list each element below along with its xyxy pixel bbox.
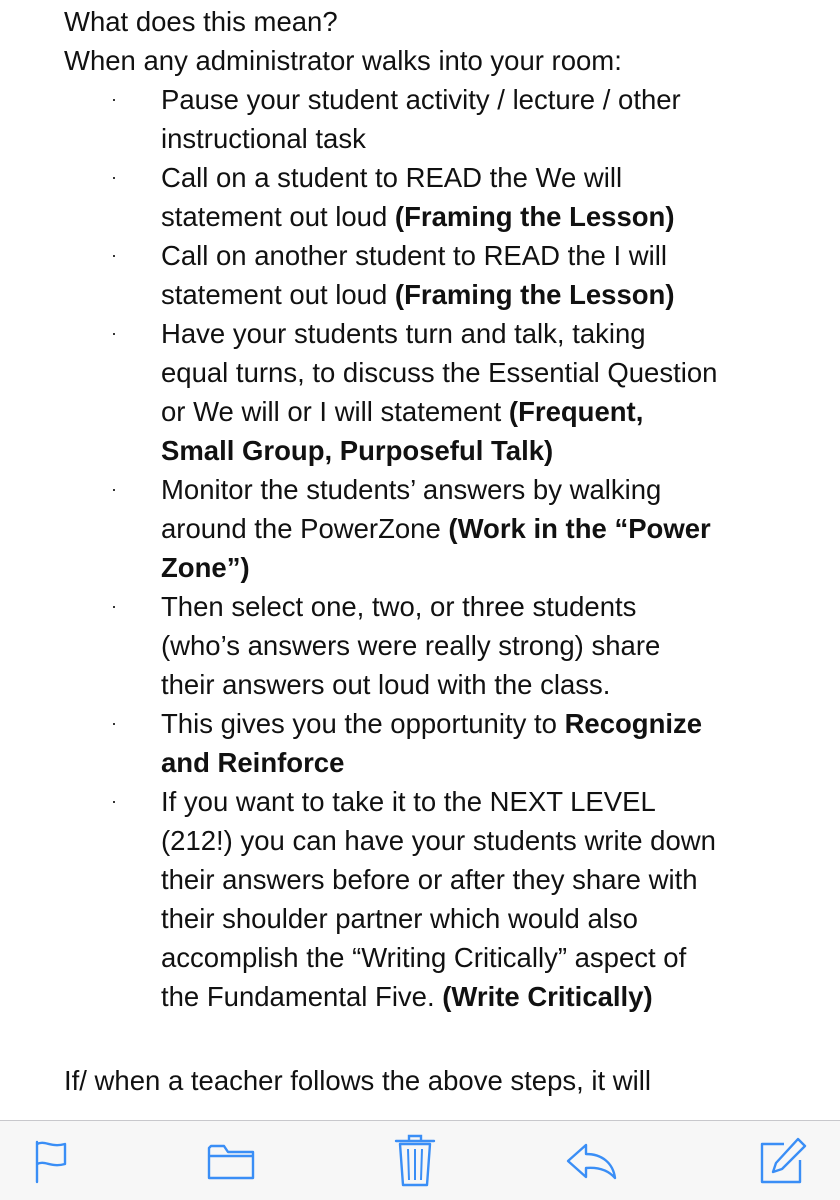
bullet-text-line: or We will or I will statement (Frequent,	[161, 396, 644, 427]
bullet-text-line: accomplish the “Writing Critically” aspect of	[161, 942, 687, 973]
bullet-text-line: equal turns, to discuss the Essential Question	[161, 357, 718, 388]
bullet-text-line: Call on a student to READ the We will	[161, 162, 623, 193]
bullet-text-line: Pause your student activity / lecture / other	[161, 84, 681, 115]
bullet-text-line: the Fundamental Five. (Write Critically)	[161, 981, 653, 1012]
bullet-text-line: Have your students turn and talk, taking	[161, 318, 646, 349]
bullet-text-line: Call on another student to READ the I will	[161, 240, 667, 271]
intro-line-2: When any administrator walks into your room:	[64, 45, 622, 76]
bullet-text-line: their shoulder partner which would also	[161, 903, 638, 934]
bullet-marker: ·	[111, 323, 117, 343]
bullet-marker: ·	[111, 596, 117, 616]
bullet-text-line: and Reinforce	[161, 747, 345, 778]
bullet-text-line: If you want to take it to the NEXT LEVEL	[161, 786, 656, 817]
flag-icon	[31, 1138, 71, 1184]
bullet-marker: ·	[111, 791, 117, 811]
bullet-text-line: Then select one, two, or three students	[161, 591, 637, 622]
bullet-marker: ·	[111, 245, 117, 265]
move-to-folder-button[interactable]	[203, 1133, 259, 1189]
bullet-text-line: around the PowerZone (Work in the “Power	[161, 513, 711, 544]
bullet-text-line: instructional task	[161, 123, 366, 154]
bullet-text-line: statement out loud (Framing the Lesson)	[161, 201, 675, 232]
flag-button[interactable]	[23, 1133, 79, 1189]
bullet-marker: ·	[111, 89, 117, 109]
bullet-marker: ·	[111, 713, 117, 733]
trash-button[interactable]	[387, 1133, 443, 1189]
compose-icon	[758, 1136, 808, 1186]
mail-toolbar	[0, 1120, 840, 1200]
folder-icon	[206, 1140, 256, 1182]
bullet-text-line: (212!) you can have your students write down	[161, 825, 716, 856]
closing-line: If/ when a teacher follows the above steps, it will	[64, 1065, 651, 1096]
bullet-text-line: Small Group, Purposeful Talk)	[161, 435, 554, 466]
bullet-text-line: their answers out loud with the class.	[161, 669, 611, 700]
compose-button[interactable]	[755, 1133, 811, 1189]
bullet-text-line: Zone”)	[161, 552, 250, 583]
bullet-text-line: This gives you the opportunity to Recognize	[161, 708, 703, 739]
bullet-text-line: Monitor the students’ answers by walking	[161, 474, 662, 505]
bullet-text-line: their answers before or after they share with	[161, 864, 698, 895]
reply-icon	[564, 1141, 618, 1181]
bullet-marker: ·	[111, 167, 117, 187]
intro-line-1: What does this mean?	[64, 6, 338, 37]
bullet-text-line: (who’s answers were really strong) share	[161, 630, 661, 661]
reply-button[interactable]	[563, 1133, 619, 1189]
bullet-text-line: statement out loud (Framing the Lesson)	[161, 279, 675, 310]
bullet-marker: ·	[111, 479, 117, 499]
trash-icon	[393, 1134, 437, 1188]
